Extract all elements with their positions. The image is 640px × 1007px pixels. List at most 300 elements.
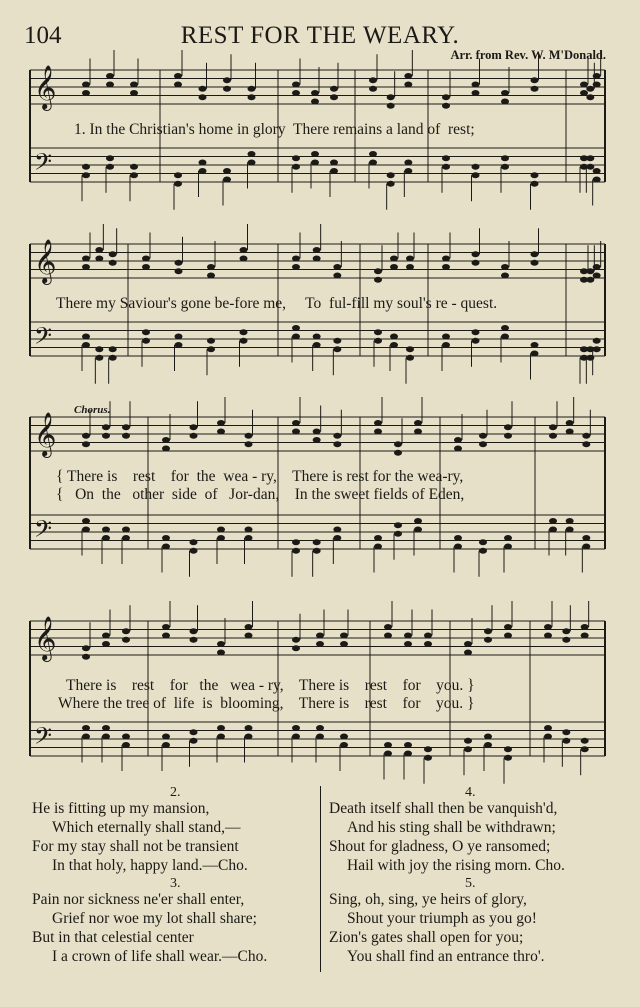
note-head xyxy=(484,628,492,634)
note-head xyxy=(82,90,90,96)
note-head xyxy=(479,539,487,545)
verse-line: Shout for gladness, O ye ransomed; xyxy=(329,838,551,855)
note-head xyxy=(582,433,590,439)
note-head xyxy=(387,172,395,178)
note-head xyxy=(292,155,300,161)
note-head xyxy=(566,527,574,533)
note-head xyxy=(593,264,601,270)
verse-number: 5. xyxy=(465,876,476,891)
note-head xyxy=(414,420,422,426)
verse-line: Which eternally shall stand,— xyxy=(52,819,241,836)
note-head xyxy=(223,168,231,174)
note-head xyxy=(217,535,225,541)
verse-line: Death itself shall then be vanquish'd, xyxy=(329,800,558,817)
verse-line: You shall find an entrance thro'. xyxy=(347,948,545,965)
note-head xyxy=(190,738,198,744)
note-head xyxy=(586,86,594,92)
note-head xyxy=(390,342,398,348)
note-head xyxy=(501,273,509,279)
note-head xyxy=(190,729,198,735)
note-head xyxy=(404,160,412,166)
verse-line: Zion's gates shall open for you; xyxy=(329,929,524,946)
note-head xyxy=(292,725,300,731)
note-head xyxy=(566,429,574,435)
note-head xyxy=(562,738,570,744)
note-head xyxy=(106,73,114,79)
note-head xyxy=(479,433,487,439)
note-head xyxy=(199,168,207,174)
note-head xyxy=(311,151,319,157)
verses-section xyxy=(0,785,640,1007)
note-head xyxy=(472,90,480,96)
note-head xyxy=(562,729,570,735)
note-head xyxy=(207,346,215,352)
note-head xyxy=(313,548,321,554)
note-head xyxy=(390,264,398,270)
note-head xyxy=(406,355,414,361)
note-head xyxy=(504,755,512,761)
note-head xyxy=(82,518,90,524)
page-number: 104 xyxy=(24,22,62,49)
note-head xyxy=(549,433,557,439)
note-head xyxy=(586,94,594,100)
note-head xyxy=(531,351,539,357)
note-head xyxy=(333,264,341,270)
note-head xyxy=(248,151,256,157)
note-head xyxy=(464,738,472,744)
note-head xyxy=(245,624,253,630)
note-head xyxy=(387,94,395,100)
note-head xyxy=(472,329,480,335)
bass-clef: 𝄢 xyxy=(34,148,53,181)
note-head xyxy=(387,181,395,187)
note-head xyxy=(142,264,150,270)
bass-clef: 𝄢 xyxy=(34,515,53,548)
note-head xyxy=(504,544,512,550)
note-head xyxy=(82,433,90,439)
note-head xyxy=(190,628,198,634)
note-head xyxy=(207,338,215,344)
note-head xyxy=(531,86,539,92)
note-head xyxy=(414,527,422,533)
note-head xyxy=(593,82,601,88)
note-head xyxy=(102,734,110,740)
note-head xyxy=(374,535,382,541)
note-head xyxy=(142,338,150,344)
treble-clef: 𝄞 xyxy=(34,239,57,283)
note-head xyxy=(414,518,422,524)
note-head xyxy=(313,539,321,545)
note-head xyxy=(190,548,198,554)
note-head xyxy=(374,544,382,550)
note-head xyxy=(292,82,300,88)
note-head xyxy=(122,742,130,748)
note-head xyxy=(501,334,509,340)
note-head xyxy=(102,424,110,430)
note-head xyxy=(82,527,90,533)
note-head xyxy=(313,429,321,435)
note-head xyxy=(162,437,170,443)
note-head xyxy=(95,256,103,262)
note-head xyxy=(566,518,574,524)
note-head xyxy=(207,264,215,270)
note-head xyxy=(531,251,539,257)
note-head xyxy=(292,325,300,331)
clefs xyxy=(34,65,56,755)
note-head xyxy=(501,164,509,170)
note-head xyxy=(82,256,90,262)
note-head xyxy=(531,77,539,83)
note-head xyxy=(199,94,207,100)
note-head xyxy=(311,160,319,166)
note-head xyxy=(122,433,130,439)
note-head xyxy=(190,424,198,430)
note-head xyxy=(95,346,103,352)
note-head xyxy=(82,441,90,447)
note-head xyxy=(122,637,130,643)
note-head xyxy=(102,433,110,439)
note-head xyxy=(217,641,225,647)
note-head xyxy=(454,446,462,452)
note-head xyxy=(109,355,117,361)
note-head xyxy=(472,164,480,170)
note-head xyxy=(374,338,382,344)
note-head xyxy=(501,90,509,96)
note-head xyxy=(190,637,198,643)
note-head xyxy=(122,527,130,533)
note-head xyxy=(549,518,557,524)
lyric-final-1: There is rest for the wea - ry, There is rest for you. } xyxy=(66,677,475,694)
note-head xyxy=(130,164,138,170)
note-head xyxy=(240,329,248,335)
note-head xyxy=(333,338,341,344)
note-head xyxy=(106,164,114,170)
note-head xyxy=(472,172,480,178)
note-head xyxy=(544,624,552,630)
note-head xyxy=(311,90,319,96)
arrangement-credit: Arr. from Rev. W. M'Donald. xyxy=(450,48,606,62)
staff-lines xyxy=(30,70,605,756)
bass-clef: 𝄢 xyxy=(34,322,53,355)
note-head xyxy=(404,742,412,748)
note-head xyxy=(248,160,256,166)
note-head xyxy=(330,160,338,166)
note-head xyxy=(404,751,412,757)
note-head xyxy=(316,641,324,647)
note-head xyxy=(390,334,398,340)
note-head xyxy=(313,247,321,253)
note-head xyxy=(544,725,552,731)
note-head xyxy=(102,641,110,647)
note-head xyxy=(245,433,253,439)
note-head xyxy=(245,734,253,740)
note-head xyxy=(593,346,601,352)
chorus-label: Chorus. xyxy=(74,404,111,416)
note-head xyxy=(472,338,480,344)
verse-line: But in that celestial center xyxy=(32,929,194,946)
verse-line: And his sting shall be withdrawn; xyxy=(347,819,556,836)
note-head xyxy=(162,633,170,639)
note-head xyxy=(82,82,90,88)
lyric-chorus-1: { There is rest for the wea - ry, There is rest for the wea-ry, xyxy=(56,468,464,485)
note-head xyxy=(442,164,450,170)
note-head xyxy=(562,628,570,634)
note-head xyxy=(340,734,348,740)
note-head xyxy=(394,450,402,456)
note-head xyxy=(472,251,480,257)
note-head xyxy=(562,637,570,643)
note-head xyxy=(82,172,90,178)
note-head xyxy=(404,168,412,174)
note-head xyxy=(82,334,90,340)
note-head xyxy=(384,633,392,639)
note-head xyxy=(122,535,130,541)
note-head xyxy=(424,746,432,752)
note-head xyxy=(472,260,480,266)
note-head xyxy=(464,746,472,752)
note-head xyxy=(394,441,402,447)
note-head xyxy=(369,77,377,83)
note-head xyxy=(504,433,512,439)
note-head xyxy=(82,264,90,270)
note-head xyxy=(245,441,253,447)
note-head xyxy=(217,527,225,533)
note-head xyxy=(330,86,338,92)
note-head xyxy=(414,429,422,435)
note-head xyxy=(162,446,170,452)
note-head xyxy=(484,637,492,643)
note-head xyxy=(292,90,300,96)
note-head xyxy=(223,86,231,92)
note-head xyxy=(102,725,110,731)
note-head xyxy=(340,641,348,647)
verse-number: 3. xyxy=(170,876,181,891)
note-head xyxy=(330,168,338,174)
note-head xyxy=(586,164,594,170)
treble-clef: 𝄞 xyxy=(34,616,57,660)
note-head xyxy=(442,103,450,109)
note-head xyxy=(292,164,300,170)
note-head xyxy=(106,155,114,161)
note-head xyxy=(223,77,231,83)
note-head xyxy=(313,334,321,340)
note-head xyxy=(404,73,412,79)
treble-clef: 𝄞 xyxy=(34,412,57,456)
note-head xyxy=(454,535,462,541)
note-head xyxy=(544,633,552,639)
note-head xyxy=(442,334,450,340)
lyric-system-2: There my Saviour's gone be-fore me, To ful-fill my soul's re - quest. xyxy=(56,295,498,312)
note-head xyxy=(175,268,183,274)
verse-line: Grief nor woe my lot shall share; xyxy=(52,910,257,927)
verse-line: Shout your triumph as you go! xyxy=(347,910,537,927)
note-head xyxy=(292,637,300,643)
note-head xyxy=(245,725,253,731)
note-head xyxy=(501,99,509,105)
note-head xyxy=(162,544,170,550)
note-head xyxy=(130,172,138,178)
note-head xyxy=(292,420,300,426)
note-head xyxy=(593,273,601,279)
note-head xyxy=(501,264,509,270)
note-head xyxy=(586,277,594,283)
note-head xyxy=(82,164,90,170)
note-head xyxy=(586,268,594,274)
note-head xyxy=(313,342,321,348)
note-head xyxy=(245,633,253,639)
note-head xyxy=(442,342,450,348)
note-head xyxy=(464,641,472,647)
note-head xyxy=(566,420,574,426)
note-head xyxy=(424,641,432,647)
note-head xyxy=(248,86,256,92)
verse-line: Hail with joy the rising morn. Cho. xyxy=(347,857,565,874)
note-head xyxy=(109,260,117,266)
note-head xyxy=(162,742,170,748)
note-head xyxy=(217,725,225,731)
note-head xyxy=(593,168,601,174)
note-head xyxy=(82,734,90,740)
note-head xyxy=(464,650,472,656)
hymn-title: REST FOR THE WEARY. xyxy=(180,22,460,49)
note-head xyxy=(549,527,557,533)
note-head xyxy=(190,433,198,439)
verse-line: In that holy, happy land.—Cho. xyxy=(52,857,248,874)
note-head xyxy=(207,273,215,279)
note-head xyxy=(292,645,300,651)
note-head xyxy=(406,346,414,352)
note-head xyxy=(174,73,182,79)
note-head xyxy=(248,94,256,100)
note-head xyxy=(122,424,130,430)
note-head xyxy=(217,429,225,435)
note-head xyxy=(162,535,170,541)
note-head xyxy=(95,247,103,253)
note-head xyxy=(292,548,300,554)
note-head xyxy=(245,535,253,541)
note-head xyxy=(504,624,512,630)
note-head xyxy=(240,256,248,262)
note-head xyxy=(142,329,150,335)
note-head xyxy=(292,539,300,545)
verse-line: I a crown of life shall wear.—Cho. xyxy=(52,948,268,965)
lyric-chorus-2: { On the other side of Jor-dan, In the sweet fields of Eden, xyxy=(56,486,465,503)
note-head xyxy=(384,742,392,748)
note-head xyxy=(369,86,377,92)
note-head xyxy=(593,177,601,183)
note-head xyxy=(582,544,590,550)
note-head xyxy=(442,256,450,262)
note-head xyxy=(479,548,487,554)
note-head xyxy=(384,624,392,630)
note-head xyxy=(82,725,90,731)
note-head xyxy=(581,746,589,752)
verse-line: Pain nor sickness ne'er shall enter, xyxy=(32,891,245,908)
note-head xyxy=(424,755,432,761)
note-head xyxy=(384,751,392,757)
note-head xyxy=(531,181,539,187)
note-head xyxy=(504,424,512,430)
note-head xyxy=(333,527,341,533)
note-head xyxy=(531,172,539,178)
note-head xyxy=(292,334,300,340)
note-head xyxy=(142,256,150,262)
note-head xyxy=(292,264,300,270)
verse-line: Sing, oh, sing, ye heirs of glory, xyxy=(329,891,527,908)
note-head xyxy=(581,624,589,630)
note-head xyxy=(109,251,117,257)
note-head xyxy=(404,633,412,639)
note-head xyxy=(174,181,182,187)
note-head xyxy=(504,535,512,541)
note-head xyxy=(175,260,183,266)
note-head xyxy=(580,82,588,88)
verse-line: He is fitting up my mansion, xyxy=(32,800,210,817)
note-head xyxy=(82,654,90,660)
note-head xyxy=(442,155,450,161)
note-head xyxy=(586,155,594,161)
note-head xyxy=(593,73,601,79)
note-head xyxy=(245,527,253,533)
note-head xyxy=(95,355,103,361)
note-head xyxy=(313,256,321,262)
note-head xyxy=(122,734,130,740)
note-head xyxy=(333,433,341,439)
note-head xyxy=(316,633,324,639)
note-head xyxy=(531,342,539,348)
note-head xyxy=(501,325,509,331)
note-head xyxy=(109,346,117,352)
note-head xyxy=(333,346,341,352)
note-head xyxy=(292,429,300,435)
verse-number: 2. xyxy=(170,785,181,800)
bar-lines xyxy=(30,70,605,756)
note-head xyxy=(333,535,341,541)
note-head xyxy=(580,90,588,96)
note-head xyxy=(484,734,492,740)
note-head xyxy=(374,329,382,335)
note-head xyxy=(102,527,110,533)
note-head xyxy=(223,177,231,183)
note-head xyxy=(316,725,324,731)
note-head xyxy=(454,437,462,443)
verse-number: 4. xyxy=(465,785,476,800)
note-head xyxy=(333,273,341,279)
note-head xyxy=(472,82,480,88)
note-head xyxy=(369,151,377,157)
note-head xyxy=(374,268,382,274)
note-head xyxy=(406,264,414,270)
note-head xyxy=(454,544,462,550)
note-head xyxy=(593,338,601,344)
note-head xyxy=(544,734,552,740)
note-head xyxy=(217,420,225,426)
note-head xyxy=(313,437,321,443)
note-head xyxy=(531,260,539,266)
note-head xyxy=(199,86,207,92)
note-head xyxy=(240,338,248,344)
note-head xyxy=(374,429,382,435)
note-head xyxy=(102,633,110,639)
note-head xyxy=(174,82,182,88)
note-head xyxy=(106,82,114,88)
note-head xyxy=(102,535,110,541)
note-head xyxy=(174,172,182,178)
note-head xyxy=(130,90,138,96)
lyric-system-1: 1. In the Christian's home in glory There remains a land of rest; xyxy=(74,121,475,138)
note-head xyxy=(549,424,557,430)
note-head xyxy=(394,522,402,528)
